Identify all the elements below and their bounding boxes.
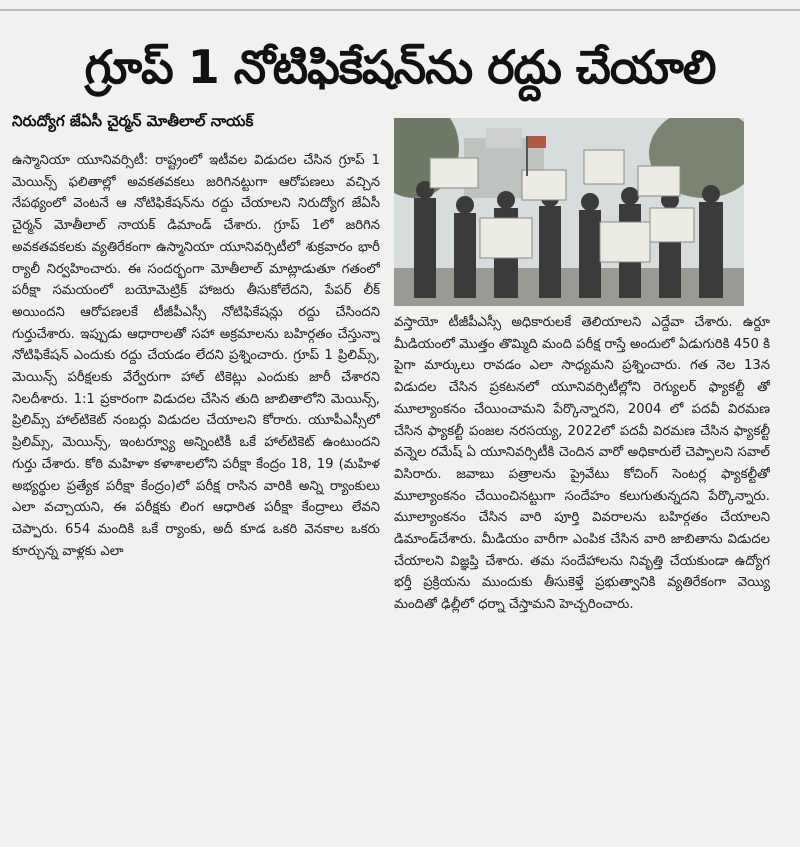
top-divider: [0, 9, 800, 11]
headline: గ్రూప్ 1 నోటిఫికేషన్‌ను రద్దు చేయాలి: [84, 40, 716, 94]
rally-photo: [394, 118, 744, 306]
article-column-left: ఉస్మానియా యూనివర్సిటీ: రాష్ట్రంలో ఇటీవల విడుదల చేసిన గ్రూప్ 1 మెయిన్స్ ఫలితాల్లో అవకతవకలు జరిగినట్టుగా ఆరోపణలు వచ్చిన నేపథ్యంలో వెంటనే ఆ నోటిఫికేషన్‌ను రద్దు చేయాలని నిరుద్యోగ జేఏసీ చైర్మన్ మోతీలాల్ నాయక్ డిమాండ్ చేశారు. గ్రూప్ 1లో జరిగిన అవకతవకలకు వ్యతిరేకంగా ఉస్మానియా యూనివర్సిటీలో శుక్రవారం భారీ ర్యాలీ నిర్వహించారు. ఈ సందర్భంగా మోతీలాల్ మాట్లాడుతూ గతంలో పరీక్షా సమయంలో బయోమెట్రిక్ హాజరు తీసుకోలేదని, పేపర్ లీక్ అయిందని ఆరోపణలకే టీజీపీఎస్సీ నోటిఫికేషన్లు రద్దు చేసిందని గుర్తుచేశారు. ఇప్పుడు ఆధారాలతో సహా అక్రమాలను బహిర్గతం చేస్తున్నా నోటిఫికేషన్ ఎందుకు రద్దు చేయడం లేదని ప్రశ్నించారు. గ్రూప్ 1 ప్రిలిమ్స్, మెయిన్స్ పరీక్షలకు వేర్వేరుగా హాల్ టికెట్లు ఎందుకు జారీ చేశారని నిలదీశారు. 1:1 ప్రకారంగా విడుదల చేసిన తుది జాబితాలోని మెయిన్స్, ప్రిలిమ్స్ హాల్‌టికెట్ నంబర్లు విడుదల చేయాలని కోరారు. యూపీఎస్సీలో ప్రిలిమ్స్, మెయిన్స్, ఇంటర్వ్యూ అన్నింటికీ ఒకే హాల్‌టికెట్ ఉంటుందని గుర్తు చేశారు. కోఠి మహిళా కళాశాలలోని పరీక్షా కేంద్రం 18, 19 (మహిళ అభ్యర్థుల ప్రత్యేక పరీక్షా కేంద్రం)లో పరీక్ష రాసిన వారికి అన్ని ర్యాంకులు ఎలా వచ్చాయని, ఈ పరీక్షకు లింగ ఆధారిత పరీక్షా కేంద్రాలు లేవని చెప్పారు. 654 మందికి ఒకే ర్యాంకు, అదీ కూడ ఒకరి వెనకాల ఒకరు కూర్చున్న వాళ్లకు ఎలా: [12, 153, 380, 559]
article-column-right: వస్తాయో టీజీపీఎస్సీ అధికారులకే తెలియాలని ఎద్దేవా చేశారు. ఉర్దూ మీడియంలో మొత్తం తొమ్మిది మంది పరీక్ష రాస్తే అందులో ఏడుగురికి 450 కి పైగా మార్కులు రావడం ఎలా సాధ్యమని ప్రశ్నించారు. గత నెల 13న విడుదల చేసిన ప్రకటనలో యూనివర్సిటీల్లోని రెగ్యులర్ ఫ్యాకల్టీ తో మూల్యాంకనం చేయించామని పేర్కొన్నారని, 2004 లో పదవీ విరమణ చేసిన ఫ్యాకల్టీ పంజల నరసయ్య, 2022లో పదవీ విరమణ చేసిన ఫ్యాకల్టీ వన్నెల రమేష్ ఏ యూనివర్సిటీకి చెందిన వారో అధికారులే చెప్పాలని సవాల్ విసిరారు. జవాబు పత్రాలను ప్రైవేటు కోచింగ్ సెంటర్ల ఫ్యాకల్టీతో మూల్యాంకనం చేయించినట్టుగా సందేహం కలుగుతున్నదని పేర్కొన్నారు. మూల్యాంకనం చేసిన వారి పూర్తి వివరాలను బహిర్గతం చేయాలని డిమాండ్‌చేశారు. మీడియం వారీగా ఎంపిక చేసిన వారి జాబితాను విడుదల చేయాలని విజ్ఞప్తి చేశారు. తమ సందేహాలను నివృత్తి చేయకుండా ఉద్యోగ భర్తీ ప్రక్రియను ముందుకు తీసుకెళ్తే ప్రభుత్వానికి వ్యతిరేకంగా వెయ్యి మందితో ఢిల్లీలో ధర్నా చేస్తామని హెచ్చరించారు.: [394, 315, 770, 613]
byline: నిరుద్యోగ జేఏసీ చైర్మన్ మోతీలాల్ నాయక్: [12, 112, 254, 130]
